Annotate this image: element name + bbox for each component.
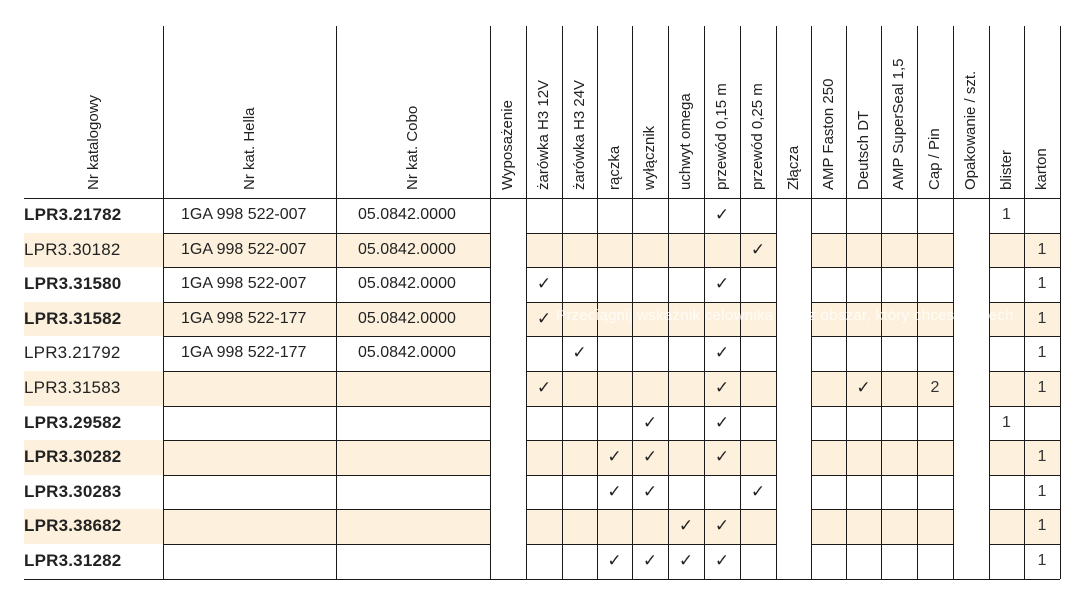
cobo-number: 05.0842.0000 [358,206,456,223]
row-divider [163,544,490,545]
header-equipment-2: żarówka H3 24V [570,79,588,190]
check-mark: ✓ [642,447,658,467]
carton-count: 1 [1037,344,1047,362]
header-equipment-group: Wyposażenie [499,100,516,190]
catalog-number: LPR3.31282 [24,551,122,570]
row-divider [811,336,953,337]
catalog-number: LPR3.31582 [24,308,122,328]
carton-count: 1 [1037,482,1047,500]
hella-number: 1GA 998 522-177 [181,309,307,327]
check-mark: ✓ [536,308,552,328]
catalog-number: LPR3.38682 [24,516,122,536]
carton-count: 1 [1037,448,1047,466]
header-connector-1: AMP Faston 250 [819,78,837,190]
carton-count: 1 [1037,552,1047,569]
row-divider [163,371,490,372]
hella-number: 1GA 998 522-177 [181,344,307,362]
check-mark: ✓ [750,239,766,259]
carton-count: 1 [1037,275,1047,293]
check-mark: ✓ [678,551,694,570]
cobo-number: 05.0842.0000 [358,240,456,258]
row-divider [526,233,776,234]
catalog-number: LPR3.31580 [24,274,122,294]
row-divider [811,544,953,545]
column-divider [490,26,491,579]
header-equipment-5: uchwyt omega [677,93,694,190]
check-mark: ✓ [642,481,658,501]
header-connectors-group: Złącza [784,145,802,190]
header-equipment-1: żarówka H3 12V [535,79,552,190]
cobo-number: 05.0842.0000 [358,275,456,293]
row-divider [811,267,953,268]
header-bottom-rule [24,198,1060,199]
row-divider [811,406,953,407]
row-divider [163,406,490,407]
hella-number: 1GA 998 522-007 [181,275,307,293]
header-packaging-2: karton [1033,148,1050,190]
row-divider [811,509,953,510]
check-mark: ✓ [642,551,658,570]
row-divider [811,233,953,234]
catalog-number: LPR3.30283 [24,481,122,501]
header-connector-4: Cap / Pin [926,128,943,190]
check-mark: ✓ [714,447,730,467]
cobo-number: 05.0842.0000 [358,309,456,327]
row-divider [811,440,953,441]
carton-count: 1 [1037,240,1047,258]
group-separator-column [490,198,526,579]
table-bottom-rule [24,579,1060,580]
check-mark: ✓ [714,516,730,536]
check-mark: ✓ [678,516,694,536]
column-divider [163,26,164,579]
check-mark: ✓ [750,481,766,501]
check-mark: ✓ [856,378,871,397]
check-mark: ✓ [536,274,552,294]
check-mark: ✓ [714,205,730,224]
check-mark: ✓ [607,551,622,570]
catalog-number: LPR3.30182 [24,239,121,259]
catalog-number: LPR3.31583 [24,378,121,397]
column-divider [1060,26,1061,579]
header-equipment-3: rączka [605,145,623,190]
hella-number: 1GA 998 522-007 [181,206,307,223]
blister-count: 1 [1002,206,1011,223]
check-mark: ✓ [714,378,730,397]
row-shading [24,509,1060,544]
check-mark: ✓ [642,412,658,432]
catalog-number: LPR3.29582 [24,412,122,432]
header-equipment-6: przewód 0,15 m [713,83,730,190]
check-mark: ✓ [714,412,730,432]
cobo-number: 05.0842.0000 [358,344,456,362]
header-packaging-1: blister [997,149,1015,190]
group-separator-column [953,198,989,579]
check-mark: ✓ [607,447,622,467]
header-equipment-7: przewód 0,25 m [749,83,766,190]
blister-count: 1 [1002,413,1011,431]
header-connector-2: Deutsch DT [854,110,872,190]
check-mark: ✓ [714,274,730,294]
check-mark: ✓ [607,481,622,501]
check-mark: ✓ [714,343,730,363]
carton-count: 1 [1037,309,1047,327]
header-connector-3: AMP SuperSeal 1,5 [890,58,907,190]
catalog-number: LPR3.21792 [24,343,121,363]
group-separator-column [776,198,811,579]
header-packaging-group: Opakowanie / szt. [962,70,979,190]
header-cobo-number: Nr kat. Cobo [404,105,421,190]
check-mark: ✓ [536,378,552,397]
check-mark: ✓ [714,551,730,570]
carton-count: 1 [1037,517,1047,535]
row-divider [811,475,953,476]
row-divider [163,440,490,441]
hella-number: 1GA 998 522-007 [181,240,307,258]
catalog-number: LPR3.30282 [24,447,122,467]
row-divider [163,475,490,476]
header-hella-number: Nr kat. Hella [241,107,258,190]
row-shading [24,440,1060,475]
carton-count: 1 [1037,379,1047,396]
connector-count: 2 [930,379,940,396]
catalog-number: LPR3.21782 [24,205,122,224]
column-divider [336,26,337,579]
selection-hint-overlay: Przeciągnij wskaźnik celownika przez obszar, który chcesz przech [556,307,1014,324]
header-catalog-number: Nr katalogowy [85,94,102,190]
header-equipment-4: wyłącznik [641,125,658,190]
row-divider [163,509,490,510]
check-mark: ✓ [572,343,587,363]
row-shading [24,233,1060,268]
